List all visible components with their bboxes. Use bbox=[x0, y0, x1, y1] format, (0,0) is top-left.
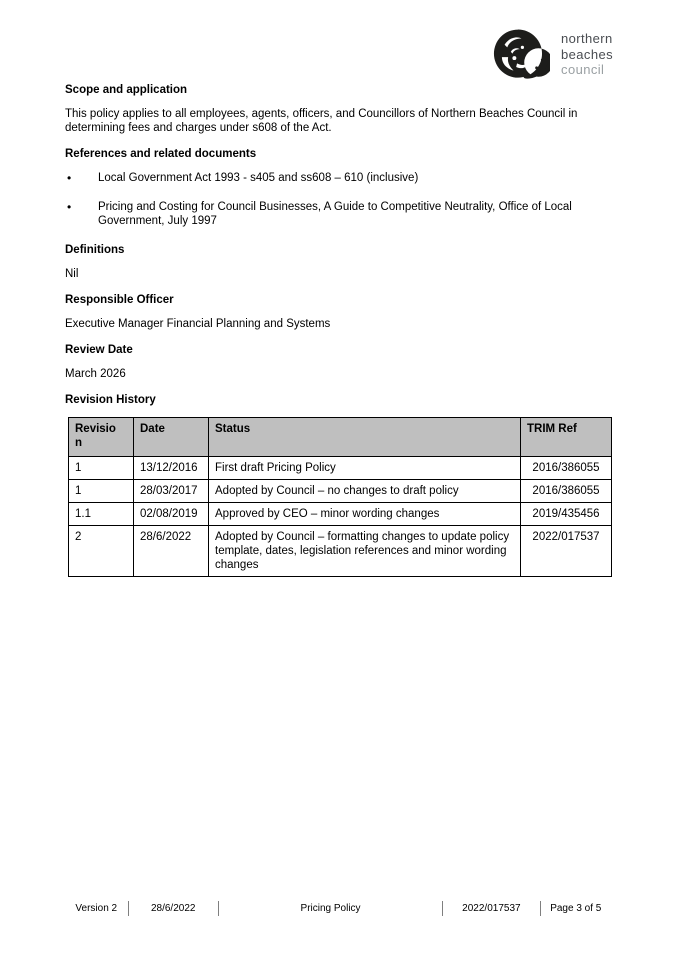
definitions-value: Nil bbox=[65, 268, 79, 280]
table-row bbox=[69, 480, 612, 503]
table-row bbox=[69, 503, 612, 526]
table-row bbox=[69, 457, 612, 480]
cell-date: 28/6/2022 bbox=[134, 526, 209, 577]
cell-revision: 1 bbox=[69, 457, 134, 480]
review-date-value: March 2026 bbox=[65, 368, 126, 380]
logo-word-beaches: beaches bbox=[561, 46, 613, 62]
cell-date: 13/12/2016 bbox=[134, 457, 209, 480]
council-logo-text bbox=[561, 31, 613, 78]
council-logo-swirl-icon bbox=[493, 26, 550, 83]
responsible-officer-heading: Responsible Officer bbox=[65, 294, 174, 306]
cell-date: 02/08/2019 bbox=[134, 503, 209, 526]
council-logo bbox=[493, 26, 613, 83]
cell-date: 28/03/2017 bbox=[134, 480, 209, 503]
review-date-heading: Review Date bbox=[65, 344, 133, 356]
cell-revision: 1.1 bbox=[69, 503, 134, 526]
cell-revision: 2 bbox=[69, 526, 134, 577]
document-content bbox=[65, 83, 611, 577]
table-header-date: Date bbox=[134, 418, 209, 457]
references-list bbox=[65, 171, 611, 228]
table-header-status: Status bbox=[209, 418, 521, 457]
scope-heading: Scope and application bbox=[65, 84, 188, 96]
cell-trim-ref: 2019/435456 bbox=[521, 503, 612, 526]
footer-trim-ref: 2022/017537 bbox=[462, 902, 521, 914]
cell-trim-ref: 2016/386055 bbox=[521, 480, 612, 503]
cell-trim-ref: 2016/386055 bbox=[521, 457, 612, 480]
definitions-heading: Definitions bbox=[65, 244, 125, 256]
cell-status: Adopted by Council – no changes to draft policy bbox=[209, 480, 521, 503]
reference-text: Pricing and Costing for Council Businesses, A Guide to Competitive Neutrality, Office of Local Government, July 1997 bbox=[98, 201, 572, 227]
page-footer bbox=[65, 901, 611, 916]
cell-trim-ref: 2022/017537 bbox=[521, 526, 612, 577]
references-heading: References and related documents bbox=[65, 148, 257, 160]
list-item bbox=[65, 171, 611, 185]
footer-page-number: Page 3 of 5 bbox=[550, 902, 602, 914]
revision-history-heading: Revision History bbox=[65, 394, 156, 406]
table-header-row bbox=[69, 418, 612, 457]
cell-status: Approved by CEO – minor wording changes bbox=[209, 503, 521, 526]
logo-word-council: council bbox=[561, 62, 605, 78]
cell-status: First draft Pricing Policy bbox=[209, 457, 521, 480]
table-row bbox=[69, 526, 612, 577]
table-header-trim-ref: TRIM Ref bbox=[521, 418, 612, 457]
table-header-revision: Revision bbox=[69, 418, 134, 457]
reference-text: Local Government Act 1993 - s405 and ss608 – 610 (inclusive) bbox=[98, 172, 419, 184]
footer-doc-title: Pricing Policy bbox=[300, 902, 361, 914]
responsible-officer-value: Executive Manager Financial Planning and Systems bbox=[65, 318, 331, 330]
footer-date: 28/6/2022 bbox=[150, 902, 196, 914]
footer-version: Version 2 bbox=[75, 902, 118, 914]
cell-status: Adopted by Council – formatting changes to update policy template, dates, legislation references and minor wording changes bbox=[209, 526, 521, 577]
scope-paragraph: This policy applies to all employees, agents, officers, and Councillors of Northern Beaches Council in determining fees and charges under s608 of the Act. bbox=[65, 108, 578, 134]
cell-revision: 1 bbox=[69, 480, 134, 503]
list-item bbox=[65, 200, 611, 228]
revision-history-table bbox=[68, 417, 612, 577]
logo-word-northern: northern bbox=[561, 31, 613, 47]
